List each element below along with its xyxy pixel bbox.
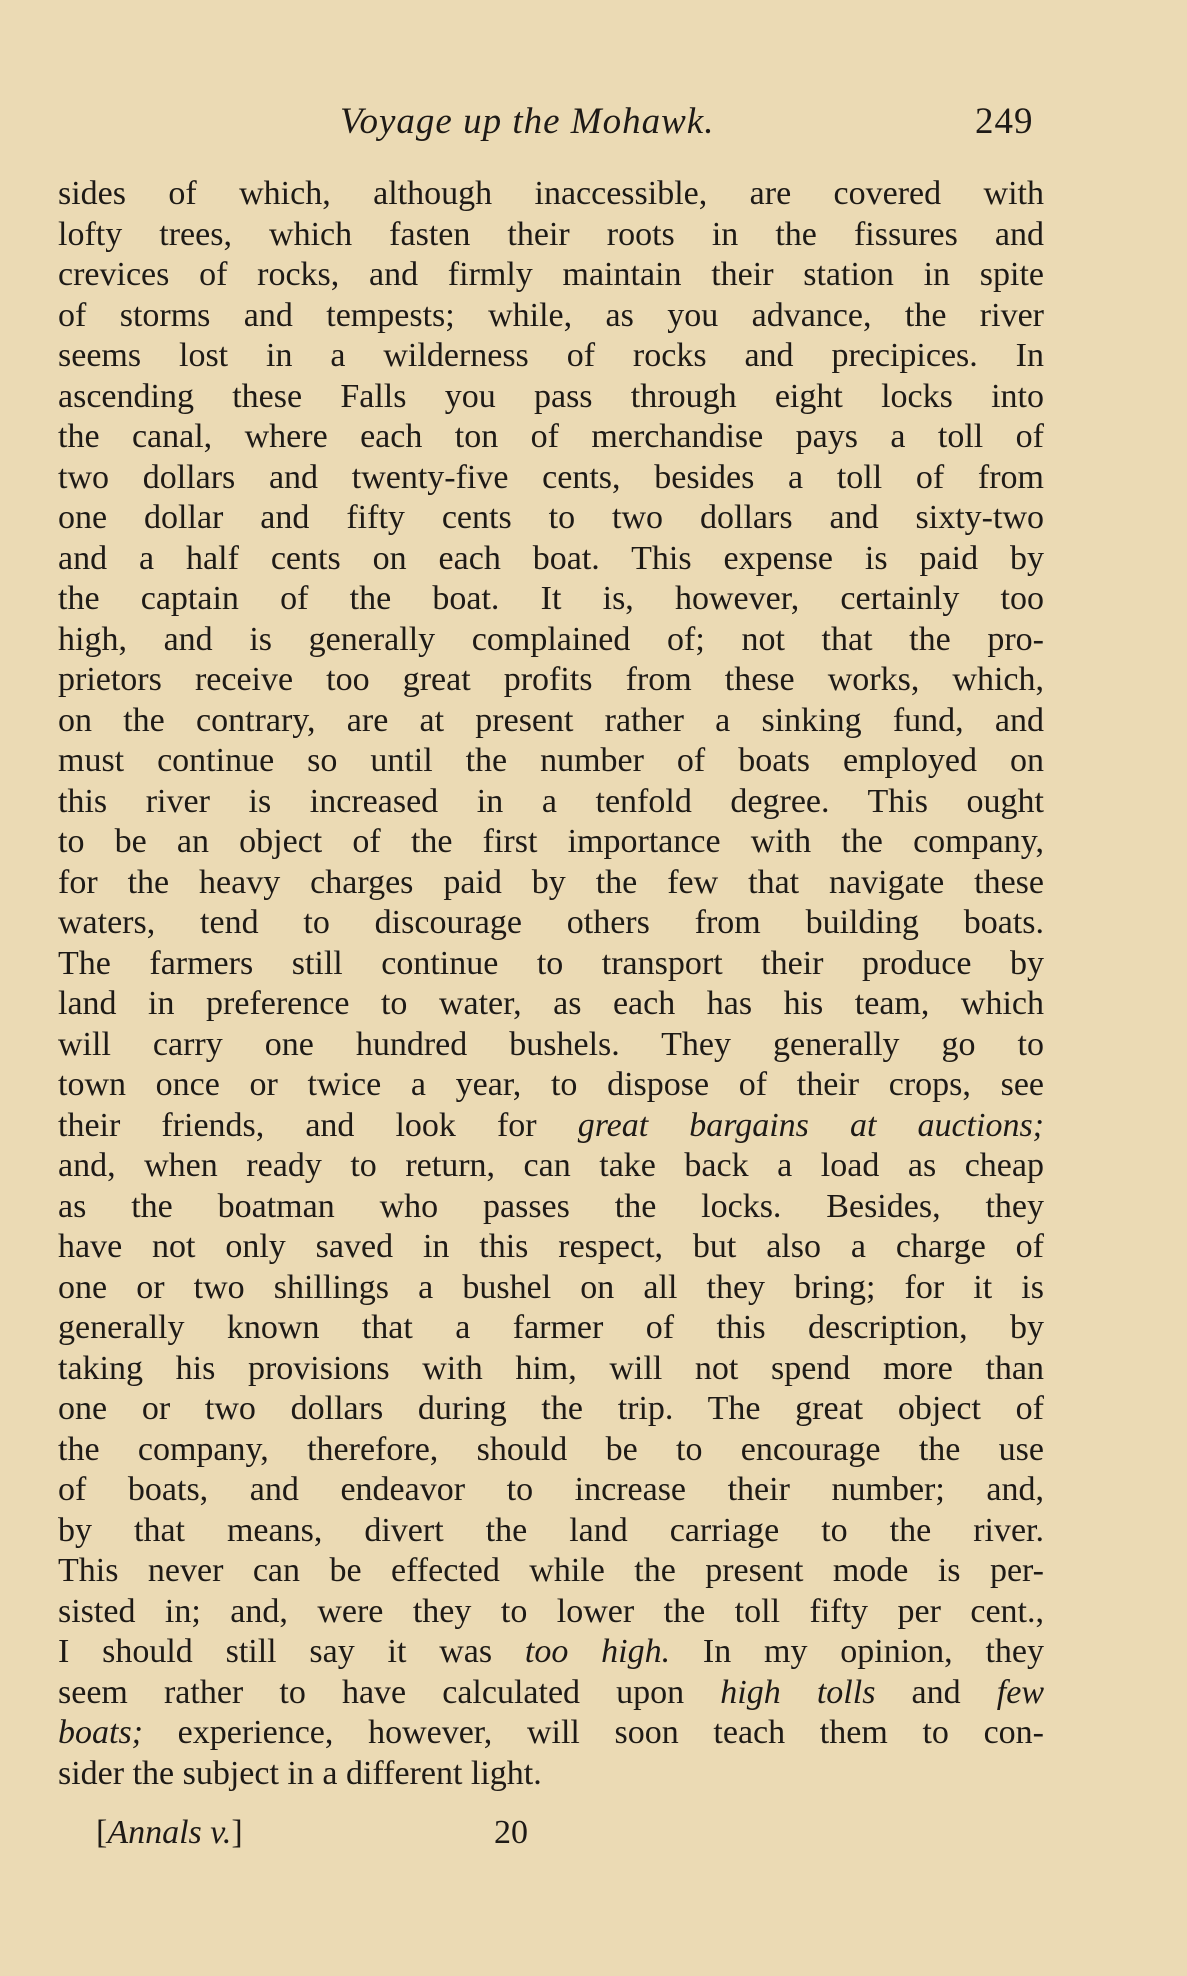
text-line — [58, 1430, 1044, 1471]
page-number: 249 — [975, 101, 1034, 142]
text-segment: taking his provisions with him, will not spend more than — [58, 1349, 1044, 1387]
text-line — [58, 944, 1044, 985]
text-line — [58, 1754, 1044, 1795]
signature-mark — [96, 1814, 243, 1852]
text-segment: this river is increased in a tenfold degree. This ought — [58, 782, 1044, 820]
text-segment: for the heavy charges paid by the few that navigate these — [58, 863, 1044, 901]
text-line — [58, 1551, 1044, 1592]
text-segment: to be an object of the first importance with the company, — [58, 823, 1044, 860]
text-segment: by that means, divert the land carriage to the river. — [58, 1511, 1044, 1549]
text-segment: have not only saved in this respect, but also a charge of — [58, 1228, 1044, 1265]
italic-text-segment: boats; — [58, 1714, 143, 1751]
text-line — [58, 1106, 1044, 1147]
text-line — [58, 377, 1044, 418]
text-line — [58, 1713, 1044, 1754]
text-segment: lofty trees, which fasten their roots in the fissures and — [58, 215, 1044, 253]
text-line — [58, 1227, 1044, 1268]
text-segment: In my opinion, they — [670, 1633, 1045, 1670]
text-line — [58, 660, 1044, 701]
italic-text-segment: few — [996, 1673, 1044, 1711]
italic-text-segment: high tolls — [720, 1673, 876, 1711]
text-segment: and a half cents on each boat. This expense is paid by — [58, 539, 1044, 577]
text-line — [58, 782, 1044, 823]
text-segment: will carry one hundred bushels. They generally go to — [58, 1025, 1044, 1063]
text-line — [58, 903, 1044, 944]
text-line — [58, 1268, 1044, 1309]
text-segment: prietors receive too great profits from these works, which, — [58, 661, 1044, 698]
page-footer — [0, 1814, 1187, 1864]
text-line — [58, 1632, 1044, 1673]
body-text — [58, 174, 1044, 1794]
text-segment: waters, tend to discourage others from building boats. — [58, 904, 1044, 941]
text-segment: sides of which, although inaccessible, are covered with — [58, 175, 1044, 212]
text-segment: the canal, where each ton of merchandise pays a toll of — [58, 418, 1044, 455]
text-line — [58, 863, 1044, 904]
text-segment: the captain of the boat. It is, however, certainly too — [58, 580, 1044, 617]
text-line — [58, 1025, 1044, 1066]
text-segment: ascending these Falls you pass through eight locks into — [58, 377, 1044, 415]
text-segment: must continue so until the number of boats employed on — [58, 742, 1044, 779]
text-line — [58, 458, 1044, 499]
text-line — [58, 741, 1044, 782]
text-segment: sider the subject in a different light. — [58, 1754, 542, 1792]
text-segment: The farmers still continue to transport their produce by — [58, 944, 1044, 982]
sheet-number: 20 — [494, 1814, 528, 1851]
text-segment: the company, therefore, should be to encourage the use — [58, 1430, 1044, 1468]
text-line — [58, 255, 1044, 296]
text-segment: their friends, and look for — [58, 1106, 578, 1144]
text-segment: two dollars and twenty-five cents, besides a toll of from — [58, 458, 1044, 496]
text-segment: I should still say it was — [58, 1633, 525, 1670]
text-segment: one dollar and fifty cents to two dollars and sixty-two — [58, 499, 1044, 536]
italic-text-segment: too high. — [524, 1633, 671, 1670]
signature-bracket-open: [ — [96, 1814, 108, 1851]
text-segment: seems lost in a wilderness of rocks and precipices. In — [58, 337, 1044, 374]
text-line — [58, 1592, 1044, 1633]
italic-text-segment: great bargains at auctions; — [577, 1106, 1044, 1144]
text-segment: experience, however, will soon teach them to con- — [143, 1714, 1044, 1751]
text-segment: on the contrary, are at present rather a sinking fund, and — [58, 701, 1044, 739]
text-line — [58, 296, 1044, 337]
text-segment: town once or twice a year, to dispose of their crops, see — [58, 1066, 1044, 1103]
text-segment: seem rather to have calculated upon — [58, 1673, 721, 1711]
text-line — [58, 1511, 1044, 1552]
signature-bracket-close: ] — [231, 1814, 243, 1851]
text-line — [58, 984, 1044, 1025]
text-line — [58, 1065, 1044, 1106]
text-line — [58, 1187, 1044, 1228]
text-line — [58, 174, 1044, 215]
text-line — [58, 1389, 1044, 1430]
text-line — [58, 1349, 1044, 1390]
text-line — [58, 498, 1044, 539]
running-header — [0, 100, 1187, 150]
text-line — [58, 215, 1044, 256]
text-line — [58, 701, 1044, 742]
text-line — [58, 1673, 1044, 1714]
text-segment: crevices of rocks, and firmly maintain their station in spite — [58, 256, 1044, 293]
text-segment: one or two dollars during the trip. The great object of — [58, 1390, 1044, 1427]
text-line — [58, 1308, 1044, 1349]
text-segment: land in preference to water, as each has his team, which — [58, 985, 1044, 1022]
text-line — [58, 1146, 1044, 1187]
text-line — [58, 579, 1044, 620]
text-segment: and — [875, 1673, 997, 1711]
text-segment: one or two shillings a bushel on all they bring; for it is — [58, 1268, 1044, 1306]
text-line — [58, 620, 1044, 661]
text-segment: and, when ready to return, can take back a load as cheap — [58, 1147, 1044, 1184]
text-segment: of storms and tempests; while, as you advance, the river — [58, 296, 1044, 334]
text-line — [58, 539, 1044, 580]
text-line — [58, 1470, 1044, 1511]
text-segment: as the boatman who passes the locks. Besides, they — [58, 1187, 1044, 1225]
text-segment: high, and is generally complained of; not that the pro- — [58, 620, 1044, 658]
text-line — [58, 336, 1044, 377]
running-title: Voyage up the Mohawk. — [340, 101, 715, 142]
text-segment: sisted in; and, were they to lower the toll fifty per cent., — [58, 1592, 1044, 1630]
text-segment: generally known that a farmer of this description, by — [58, 1309, 1044, 1346]
text-segment: This never can be effected while the present mode is per- — [58, 1552, 1044, 1589]
text-segment: of boats, and endeavor to increase their number; and, — [58, 1471, 1044, 1508]
text-line — [58, 417, 1044, 458]
text-line — [58, 822, 1044, 863]
signature-text: Annals v. — [107, 1814, 232, 1851]
